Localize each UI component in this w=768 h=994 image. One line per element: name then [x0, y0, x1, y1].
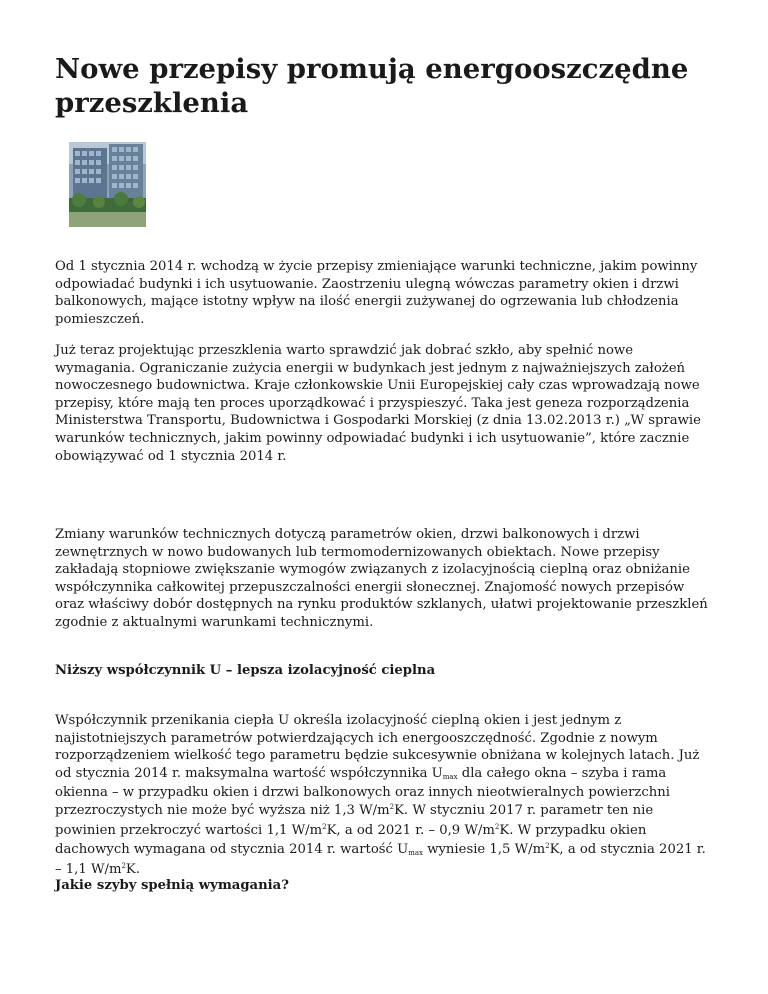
paragraph-changes: Zmiany warunków technicznych dotyczą parametrów okien, drzwi balkonowych i drzwi zewnętrznych w nowo budowanych lub termomodernizowanych obiektach. Nowe przepisy zakładają stopniowe zwiększanie wymogów związanych z izolacyjnością cieplną oraz obniżanie współczynnika całkowitej przepuszczalności energii słonecznej. Znajomość nowych przepisów oraz właściwy dobór dostępnych na rynku produktów szklanych, ułatwi projektowanie przeszkleń zgodnie z aktualnymi warunkami technicznymi.: [55, 527, 708, 630]
section-heading-glass: Jakie szyby spełnią wymagania?: [55, 878, 289, 893]
article-title: Nowe przepisy promują energooszczędne przeszklenia: [55, 53, 689, 119]
paragraph-context: Już teraz projektując przeszklenia warto sprawdzić jak dobrać szkło, aby spełnić nowe wymagania. Ograniczanie zużycia energii w budynkach jest jednym z najważniejszych założeń nowoczesnego budownictwa. Kraje członkowskie Unii Europejskiej cały czas wprowadzają nowe przepisy, które mają ten proces uporządkować i przyspieszyć. Taka jest geneza rozporządzenia Ministerstwa Transportu, Budownictwa i Gospodarki Morskiej (z dnia 13.02.2013 r.) „W sprawie warunków technicznych, jakim powinny odpowiadać budynki i ich usytuowanie”, które zacznie obowiązywać od 1 stycznia 2014 r.: [55, 343, 701, 464]
paragraph-u-factor: Współczynnik przenikania ciepła U określa izolacyjność cieplną okien i jest jednym z najistotniejszych parametrów potwierdzających ich energooszczędność. Zgodnie z nowym rozporządzeniem wielkość tego parametru będzie sukcesywnie obniżana w kolejnych latach. Już od stycznia 2014 r. maksymalna wartość współczynnika Umax dla całego okna – szyba i rama okienna – w przypadku okien i drzwi balkonowych oraz innych nieotwieralnych powierzchni przezroczystych nie może być wyższa niż 1,3 $W/m^2K$. W styczniu 2017 r. parametr ten nie powinien przekroczyć wartości 1,1 $W/m^2K$, a od 2021 r. – 0,9 $W/m^2K$. W przypadku okien dachowych wymagana od stycznia 2014 r. wartość Umax wyniesie 1,5 $W/m^2K$, a od stycznia 2021 r. – 1,1 $W/m^2K$.: [55, 713, 706, 877]
section-heading-u-factor: Niższy współczynnik U – lepsza izolacyjność cieplna: [55, 663, 436, 678]
building-photo: [69, 142, 146, 227]
paragraph-intro: Od 1 stycznia 2014 r. wchodzą w życie przepisy zmieniające warunki techniczne, jakim powinny odpowiadać budynki i ich usytuowanie. Zaostrzeniu ulegną wówczas parametry okien i drzwi balkonowych, mające istotny wpływ na ilość energii zużywanej do ogrzewania lub chłodzenia pomieszczeń.: [55, 259, 698, 327]
